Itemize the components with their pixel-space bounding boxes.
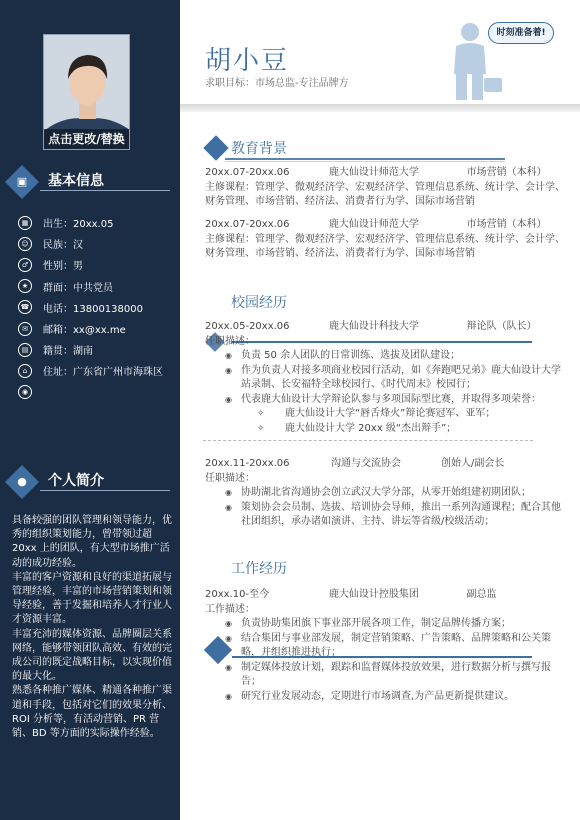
info-row: ☺ 民族：汉 <box>18 233 178 254</box>
list-item: ◉ 协助湖北省沟通协会创立武汉大学分部，从零开始组建初期团队； <box>225 487 531 498</box>
section-title: 校园经历 <box>231 295 287 311</box>
work-entry: 20xx.10-至今 鹿大仙设计控股集团 副总监 工作描述： ◉ 负责协助集团旗下事业部开展各项工作，制定品牌传播方案； ◉ 结合集团与事业部发展，制定营销策略、广告策略、品牌策略和公关策略，并组织推进执行； ◉ 制定媒体投放计划，跟踪和监督媒体投放效果，进行数据分析与撰写报告； ◉ 研究行业发展动态，定期进行市场调查,为产品更新提供建议。 <box>205 588 565 704</box>
section-campus <box>205 290 535 316</box>
profile-photo[interactable] <box>43 34 130 150</box>
info-row: ♂ 性别：男 <box>18 254 178 275</box>
section-title: 基本信息 <box>48 173 104 189</box>
list-item: ◉ 制定媒体投放计划，跟踪和监督媒体投放效果，进行数据分析与撰写报告； <box>225 661 551 687</box>
candidate-name: 胡小豆 <box>205 46 290 76</box>
person-icon: ● <box>17 475 27 488</box>
list-item: ◉ 作为负责人对接多项商业校园行活动，如《奔跑吧兄弟》鹿大仙设计大学站录制、长安福特全球校园行、《时代周末》校园行； <box>225 364 561 390</box>
section-title: 工作经历 <box>231 561 287 577</box>
campus-entry: 20xx.05-20xx.06 鹿大仙设计科技大学 辩论队（队长） 任职描述： ◉ 负责 50 余人团队的日常训练、选拔及团队建设； ◉ 作为负责人对接多项商业校园行活动，如《奔跑吧兄弟》鹿大仙设计大学站录制、长安福特全球校园行、《时代周末》校园行； ◉ 代表鹿大仙设计大学辩论队参与多项国际型比赛，并取得多项荣誉： ✧ 鹿大仙设计大学“唇舌烽火”辩论赛冠军、亚军； ✧ 鹿大仙设计大学 20xx 级“杰出辩手”； <box>205 320 565 436</box>
section-work <box>205 556 535 582</box>
info-row: ★ 群面：中共党员 <box>18 276 178 297</box>
party-icon: ★ <box>18 279 32 293</box>
list-item: ◉ 负责协助集团旗下事业部开展各项工作，制定品牌传播方案； <box>225 618 511 629</box>
campus-entry: 20xx.11-20xx.06 沟通与交流协会 创始人/副会长 任职描述： ◉ 协助湖北省沟通协会创立武汉大学分部，从零开始组建初期团队； ◉ 策划协会会员制、选拔、培训协会导师，推出一系列沟通课程；配合其他社团组织，承办诸如演讲、主持、讲坛等省级/校级活动； <box>205 457 565 530</box>
education-entry: 20xx.07-20xx.06 鹿大仙设计师范大学 市场营销（本科） 主修课程：管理学、微观经济学、宏观经济学、管理信息系统、统计学、会计学、财务管理、市场营销、经济法、消费者行为学、国际市场营销 <box>205 219 565 259</box>
section-profile <box>0 466 180 496</box>
id-icon: ▤ <box>18 343 32 357</box>
calendar-icon: ▦ <box>18 216 32 230</box>
info-row: ⌂ 住址：广东省广州市海珠区 <box>18 360 178 381</box>
gender-icon: ♂ <box>18 258 32 272</box>
graduation-cap-icon <box>203 135 228 160</box>
education-entry: 20xx.07-20xx.06 鹿大仙设计师范大学 市场营销（本科） 主修课程：管理学、微观经济学、宏观经济学、管理信息系统、统计学、会计学、财务管理、市场营销、经济法、消费者行为学、国际市场营销 <box>205 167 565 207</box>
list-item: ◉ 研究行业发展动态，定期进行市场调查,为产品更新提供建议。 <box>225 690 515 702</box>
people-icon: ☺ <box>18 237 32 251</box>
id-card-icon: ▣ <box>16 175 28 188</box>
speech-bubble: 时刻准备着! <box>488 22 554 44</box>
list-item: ◉ 策划协会会员制、选拔、培训协会导师，推出一系列沟通课程；配合其他社团组织，承办诸如演讲、主持、讲坛等省级/校级活动； <box>225 501 561 527</box>
location-icon: ◉ <box>18 385 32 399</box>
info-row: ☎ 电话：13800138000 <box>18 297 178 318</box>
profile-text: 具备较强的团队管理和领导能力，优秀的组织策划能力，曾带领过超 20xx 上的团队，有大型市场推广活动的成功经验。 丰富的客户资源和良好的渠道拓展与管理经验，丰富的市场营销策划和领导经验，善于发掘和培养人才行业人才资源丰富。 丰富充沛的媒体资源、品牌圈层关系网络，能够带领团队高效、有效的完成公司的既定战略目标，以实现价值的最大化。 熟悉各种推广媒体、精通各种推广渠道和手段，包括对它们的效果分析、ROI 分析等，有活动营销、PR 营销、BD 等方面的实际操作经验。 <box>12 515 172 740</box>
section-title: 教育背景 <box>231 141 287 157</box>
list-item: ◉ 负责 50 余人团队的日常训练、选拔及团队建设； <box>225 350 461 361</box>
info-row <box>18 382 178 403</box>
job-objective: 求职目标：市场总监-专注品牌方 <box>205 78 349 89</box>
phone-icon: ☎ <box>18 300 32 314</box>
photo-caption[interactable]: 点击更改/替换 <box>44 129 129 149</box>
info-row: ▤ 籍贯：湖南 <box>18 339 178 360</box>
mail-icon: ✉ <box>18 322 32 336</box>
home-icon: ⌂ <box>18 364 32 378</box>
list-subitem: ✧ 鹿大仙设计大学 20xx 级“杰出辩手”； <box>257 422 457 434</box>
info-row: ▦ 出生：20xx.05 <box>18 212 178 233</box>
basic-info-list <box>18 212 178 403</box>
section-basic-info <box>0 166 180 196</box>
list-item: ◉ 代表鹿大仙设计大学辩论队参与多项国际型比赛，并取得多项荣誉： <box>225 393 541 405</box>
info-row: ✉ 邮箱：xx@xx.me <box>18 318 178 339</box>
list-item: ◉ 结合集团与事业部发展，制定营销策略、广告策略、品牌策略和公关策略，并组织推进执行； <box>225 632 551 658</box>
section-title: 个人简介 <box>48 473 104 489</box>
section-education <box>205 136 535 162</box>
list-subitem: ✧ 鹿大仙设计大学“唇舌烽火”辩论赛冠军、亚军； <box>257 408 496 419</box>
